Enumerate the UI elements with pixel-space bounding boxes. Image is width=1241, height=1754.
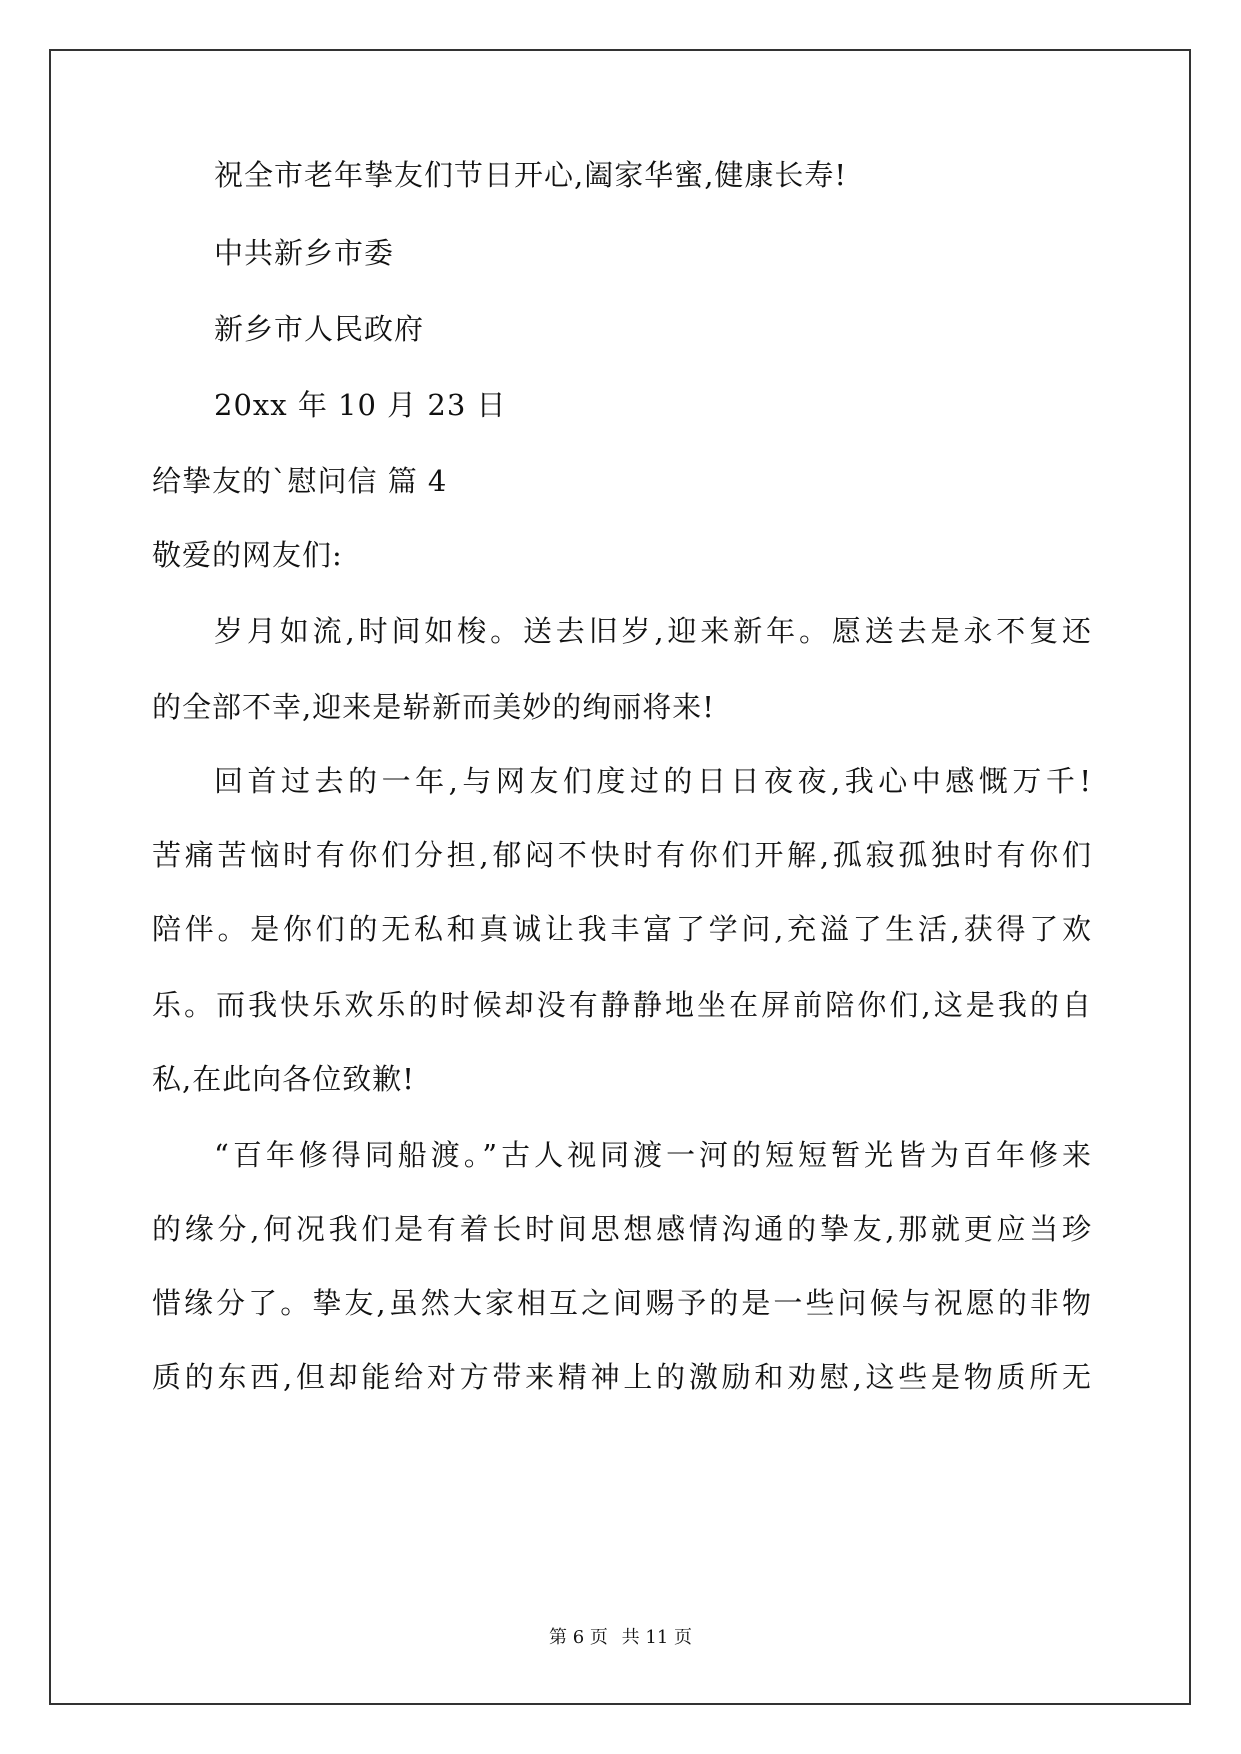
page-total: 共 11 页	[621, 1627, 692, 1648]
paragraph-line: 的全部不幸,迎来是崭新而美妙的绚丽将来!	[152, 690, 715, 724]
paragraph-line: 质的东西,但却能给对方带来精神上的激励和劝慰,这些是物质所无	[152, 1360, 1092, 1394]
page-footer	[0, 1626, 1241, 1650]
salutation: 敬爱的网友们:	[152, 538, 343, 572]
section-heading: 给挚友的`慰问信 篇 4	[152, 464, 448, 498]
paragraph-line: 的缘分,何况我们是有着长时间思想感情沟通的挚友,那就更应当珍	[152, 1212, 1092, 1246]
paragraph-line: “百年修得同船渡。”古人视同渡一河的短短暂光皆为百年修来	[214, 1138, 1092, 1172]
page-border	[49, 49, 1191, 1705]
signer-party-committee: 中共新乡市委	[214, 236, 395, 270]
paragraph-line: 岁月如流,时间如梭。送去旧岁,迎来新年。愿送去是永不复还	[214, 614, 1092, 648]
paragraph-line: 陪伴。是你们的无私和真诚让我丰富了学问,充溢了生活,获得了欢	[152, 912, 1092, 946]
paragraph-line: 乐。而我快乐欢乐的时候却没有静静地坐在屏前陪你们,这是我的自	[152, 988, 1092, 1022]
paragraph-line: 私,在此向各位致歉!	[152, 1062, 415, 1096]
letter-date: 20xx 年 10 月 23 日	[214, 388, 507, 422]
page-number: 第 6 页	[549, 1627, 608, 1648]
paragraph-line: 惜缘分了。挚友,虽然大家相互之间赐予的是一些问候与祝愿的非物	[152, 1286, 1092, 1320]
closing-wish: 祝全市老年挚友们节日开心,阖家华蜜,健康长寿!	[214, 158, 848, 192]
paragraph-line: 回首过去的一年,与网友们度过的日日夜夜,我心中感慨万千!	[214, 764, 1092, 798]
paragraph-line: 苦痛苦恼时有你们分担,郁闷不快时有你们开解,孤寂孤独时有你们	[152, 838, 1092, 872]
signer-government: 新乡市人民政府	[214, 312, 425, 346]
